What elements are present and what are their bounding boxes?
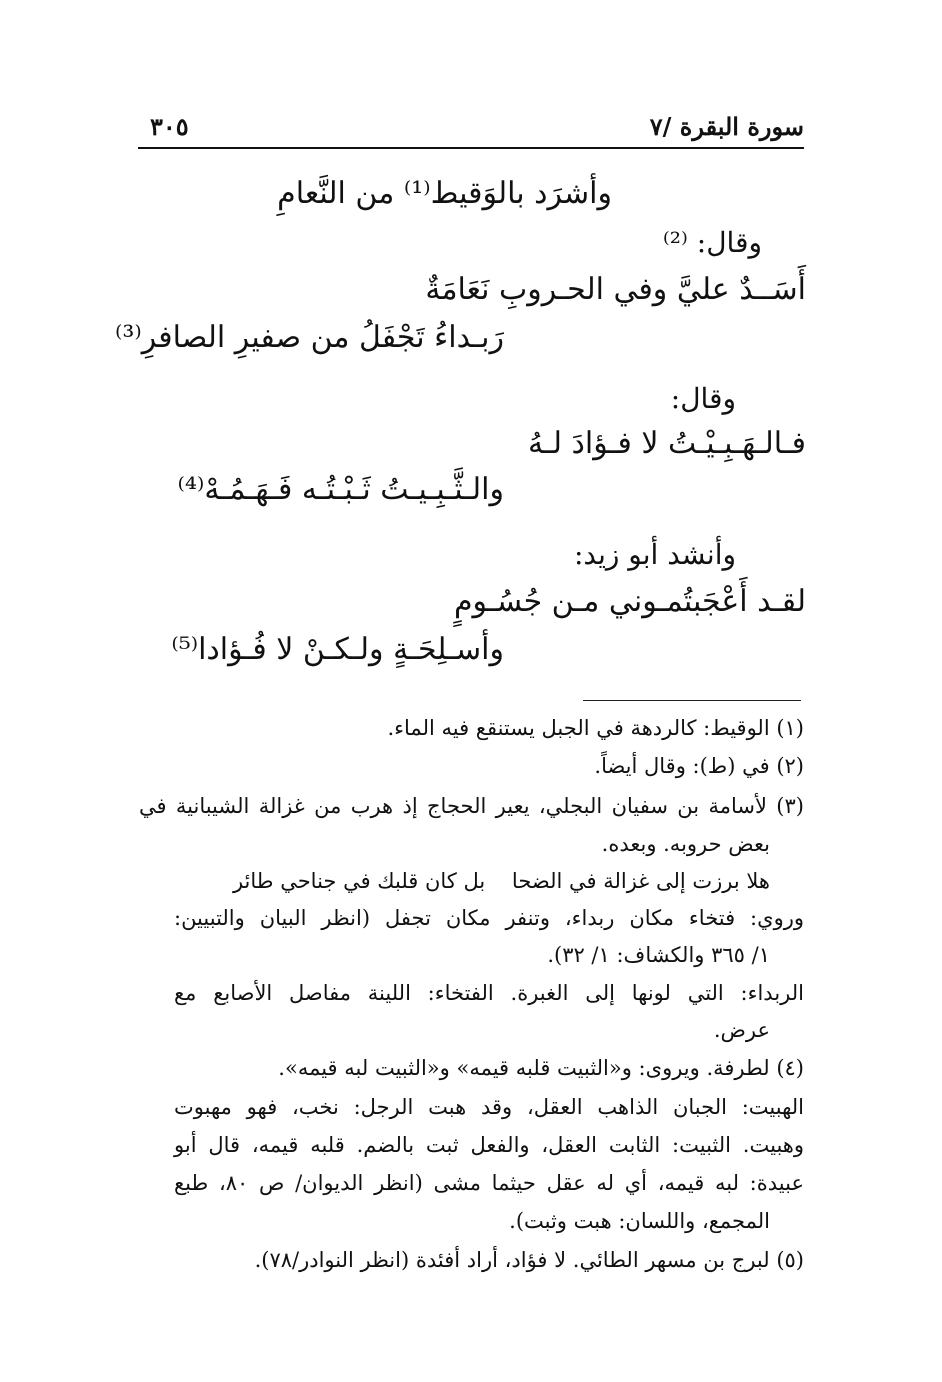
footnote-3-line-4: وروي: فتخاء مكان ربداء، وتنفر مكان تجفل (انظر البيان والتبيين: <box>174 906 804 930</box>
page-number: ٣٠٥ <box>150 112 189 141</box>
intro-line-8: وأنشد أبو زيد: <box>573 538 736 571</box>
verse-line-1: وأشرَد بالوَقيط⁽¹⁾ من النَّعامِ <box>277 176 612 211</box>
footnote-1: (١) الوقيط: كالردهة في الجبل يستنقع فيه الماء. <box>387 716 804 740</box>
footnote-4-line-4: عبيدة: لبه قيمه، أي له عقل حيثما مشى (انظر الديوان/ ص ٨٠، طبع <box>174 1171 804 1195</box>
page-header <box>138 112 804 148</box>
footnote-3-line-2: بعض حروبه. وبعده. <box>601 832 770 856</box>
verse-line-7: والـثَّـبِـيـتُ ثَـبْـتُـه فَـهَـمُـهْ⁽⁴⁾ <box>177 472 504 507</box>
footnote-rule <box>583 700 801 701</box>
verse-line-3: أَسَــدٌ عليَّ وفي الحـروبِ نَعَامَةٌ <box>425 272 806 307</box>
footnote-3-line-7: عرض. <box>713 1018 770 1042</box>
intro-line-5: وقال: <box>670 382 736 415</box>
header-rule <box>138 147 804 149</box>
verse-line-9: لقـد أَعْجَبتُمـوني مـن جُسُـومٍ <box>453 584 806 619</box>
footnote-3-line-6: الربداء: التي لونها إلى الغبرة. الفتخاء: اللينة مفاصل الأصابع مع <box>174 981 804 1005</box>
footnote-3-verse: هلا برزت إلى غزالة في الضحا بل كان قلبك في جناحي طائر <box>232 869 770 893</box>
footnote-2: (٢) في (ط): وقال أيضاً. <box>594 754 804 778</box>
footnote-4-line-2: الهبيت: الجبان الذاهب العقل، وقد هبت الرجل: نخب، فهو مهبوت <box>174 1095 804 1119</box>
footnote-4-line-5: المجمع، واللسان: هبت وثبت). <box>509 1209 770 1233</box>
footnote-3-line-5: ١/ ٣٦٥ والكشاف: ١/ ٣٢). <box>547 943 770 967</box>
verse-line-10: وأسـلِحَـةٍ ولـكـنْ لا فُـؤادا⁽⁵⁾ <box>171 632 504 667</box>
footnote-5: (٥) لبرج بن مسهر الطائي. لا فؤاد، أراد أفئدة (انظر النوادر/٧٨). <box>254 1248 804 1272</box>
running-title: سورة البقرة /٧ <box>649 112 804 141</box>
verse-line-6: فـالـهَـبِـيْـتُ لا فـؤادَ لـهُ <box>527 426 806 461</box>
footnote-3-line-1: (٣) لأسامة بن سفيان البجلي، يعير الحجاج إذ هرب من غزالة الشيبانية في <box>139 794 804 818</box>
verse-line-4: رَبـداءُ تَجْفَلُ من صفيرِ الصافرِ⁽³⁾ <box>114 320 504 355</box>
footnote-4-line-1: (٤) لطرفة. ويروى: و«الثبيت قلبه قيمه» و«الثبيت لبه قيمه». <box>278 1056 804 1080</box>
intro-line-2: وقال: ⁽²⁾ <box>662 226 762 259</box>
footnote-4-line-3: وهبيت. الثبيت: الثابت العقل، والفعل ثبت بالضم. قلبه قيمه، قال أبو <box>174 1133 804 1157</box>
